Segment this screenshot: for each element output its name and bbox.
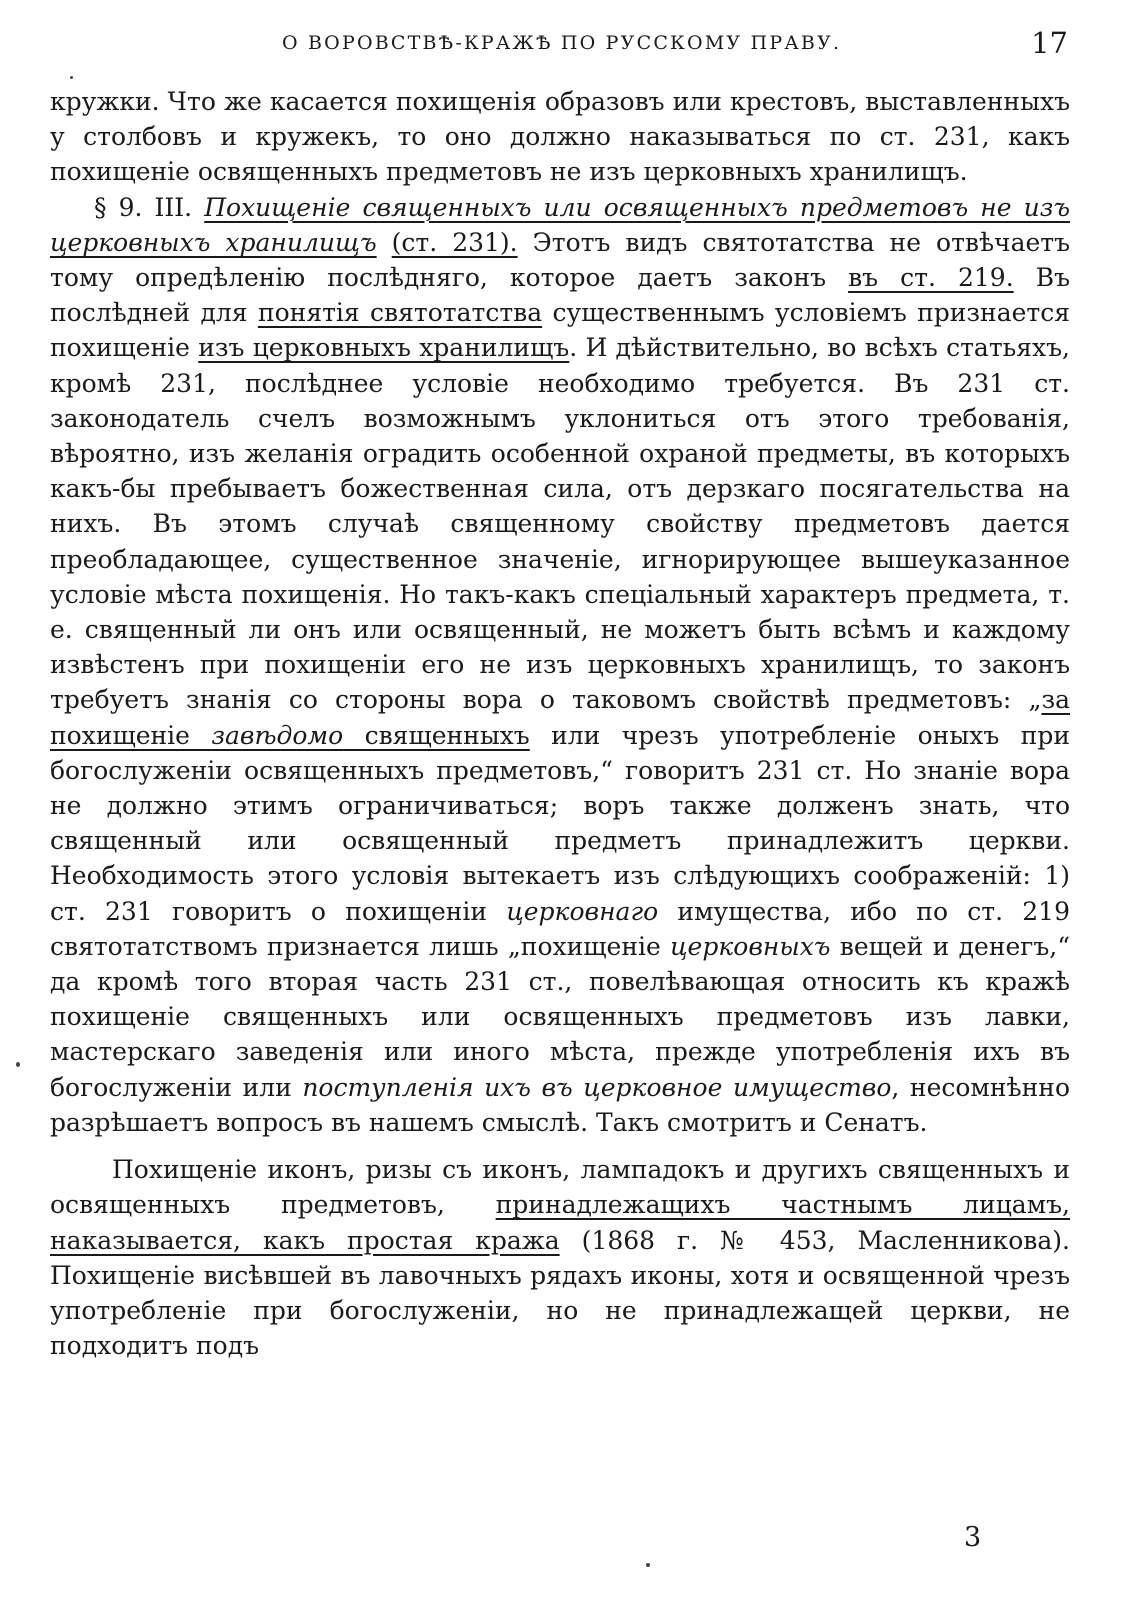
section-number: § 9. III. — [94, 192, 193, 222]
underlined-run: въ ст. 219. — [848, 263, 1014, 293]
underlined-run: изъ церковныхъ хранилищъ — [198, 333, 570, 363]
ink-speck — [646, 1563, 650, 1567]
paragraph-2 — [50, 190, 1070, 1140]
text-run: . И дѣйствительно, во всѣхъ статьяхъ, кромѣ 231, послѣднее условіе необходимо требуется. Въ 231 ст. законодатель счелъ возможнымъ уклониться отъ этого требованія, вѣроятно, изъ желанія оградить особенной охраной предметы, въ которыхъ какъ-бы пребываетъ божественная сила, отъ дерзкаго посягательства на нихъ. Въ этомъ случаѣ священному свойству предметовъ дается преобладающее, существенное значеніе, игнорирующее вышеуказанное условіе мѣста похищенія. Но такъ-какъ спеціальный характеръ предмета, т. е. священный ли онъ или освященный, не можетъ быть всѣмъ и каждому извѣстенъ при похищеніи его не изъ церковныхъ хранилищъ, то законъ требуетъ знанія со стороны вора о таковомъ свойствѣ предметовъ: „ — [50, 333, 1070, 715]
italic-word: церковныхъ — [670, 931, 831, 961]
text-run: Этотъ видъ святотатства не отвѣчаетъ тому опредѣленію послѣдняго, которое даетъ законъ — [50, 227, 1071, 293]
paragraph-3 — [50, 1152, 1070, 1363]
text-run: (1868 г. № 453, Масленникова). Похищеніе висѣвшей въ лавочныхъ рядахъ иконы, хотя и освященной чрезъ употребленіе при богослуженіи, но не принадлежащей церкви, не подходитъ подъ — [50, 1225, 1070, 1361]
underlined-run: за похищеніе — [50, 685, 1070, 750]
italic-word: церковнаго — [506, 896, 659, 926]
text-run: имущества, ибо по ст. 219 святотатствомъ признается лишь „похищеніе — [50, 896, 1070, 961]
text-run: вещей и денегъ,“ да кромѣ того вторая часть 231 ст., повелѣвающая относить къ кражѣ похищеніе священныхъ или освященныхъ предметовъ изъ лавки, мастерскаго заведенія или иного мѣста, прежде употребленія ихъ въ богослуженіи или — [50, 931, 1071, 1102]
ink-speck — [16, 1062, 20, 1067]
text-run: существеннымъ условіемъ признается похищеніе — [50, 298, 1070, 363]
page-number: 17 — [1031, 26, 1068, 60]
paragraph-1: кружки. Что же касается похищенія образовъ или крестовъ, выставленныхъ у столбовъ и кружекъ, то оно должно наказываться по ст. 231, какъ похищеніе освященныхъ предметовъ не изъ церковныхъ хранилищъ. — [50, 87, 1070, 187]
signature-mark: 3 — [964, 1522, 982, 1553]
text-run: или чрезъ употребленіе оныхъ при богослуженіи освященныхъ предметовъ,“ говоритъ 231 ст. Но знаніе вора не должно этимъ ограничиваться; воръ также долженъ знать, что священный или освященный предметъ принадлежитъ церкви. Необходимость этого условія вытекаетъ изъ слѣдующихъ соображеній: 1) ст. 231 говоритъ о похищеніи — [50, 720, 1070, 926]
italic-phrase: поступленія ихъ въ церковное имущество — [302, 1072, 892, 1102]
italic-word: завѣдомо — [211, 720, 344, 750]
text-run: , несомнѣнно разрѣшаетъ вопросъ въ нашемъ смыслѣ. Такъ смотритъ и Сенатъ. — [50, 1072, 1070, 1137]
text-run: Въ послѣдней для — [50, 263, 1070, 328]
ink-speck — [70, 76, 73, 79]
underlined-run: принадлежащихъ частнымъ лицамъ, наказывается, какъ простая кража — [50, 1190, 1070, 1255]
underlined-run: понятія святотатства — [257, 298, 543, 328]
underlined-run: священныхъ — [343, 720, 530, 750]
section-heading: Похищеніе священныхъ или освященныхъ предметовъ не изъ церковныхъ хранилищъ — [50, 192, 1070, 257]
running-title: О ВОРОВСТВѢ-КРАЖѢ ПО РУССКОМУ ПРАВУ. — [282, 32, 842, 54]
text-run: Похищеніе иконъ, ризы съ иконъ, лампадокъ и другихъ священныхъ и освященныхъ предметовъ, — [50, 1155, 1070, 1220]
running-header — [50, 26, 1070, 60]
page-body — [50, 84, 1070, 1363]
article-ref: (ст. 231). — [391, 227, 518, 257]
